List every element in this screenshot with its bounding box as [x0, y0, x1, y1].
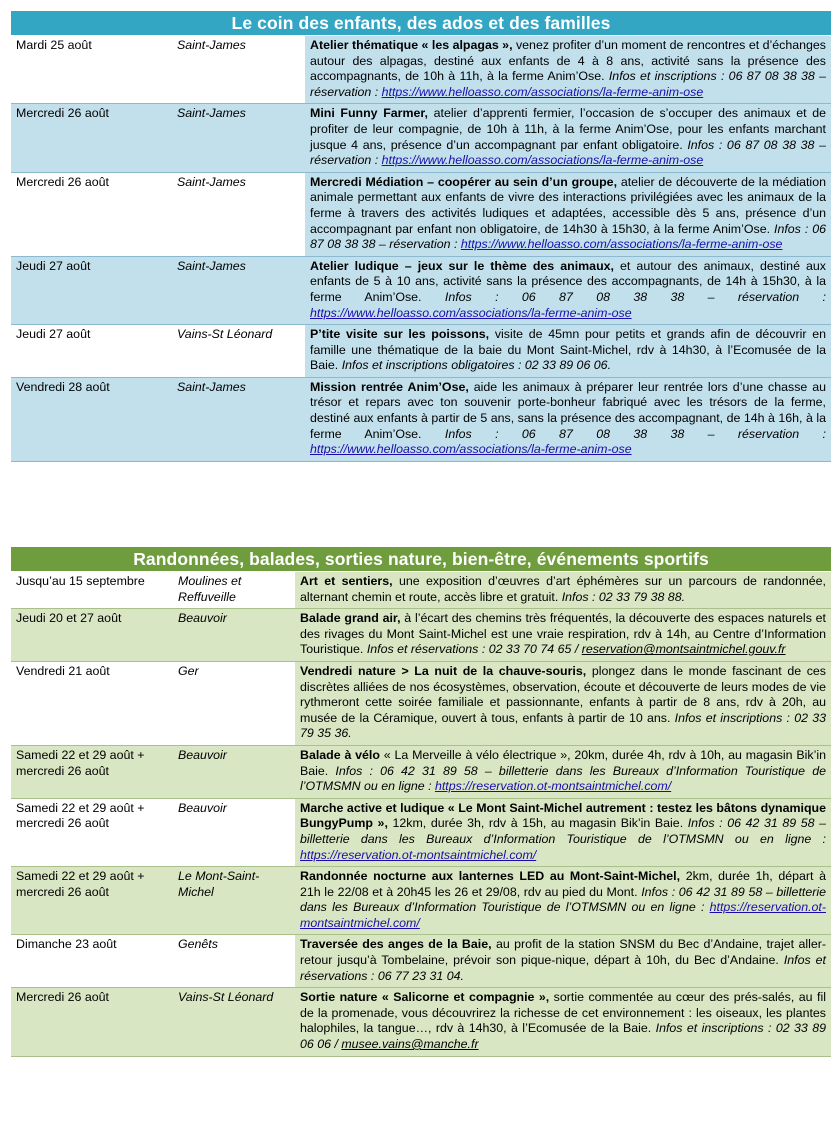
event-row	[11, 935, 831, 988]
event-text: « La Merveille à vélo électrique », 20km, durée 4h, rdv à 10h, au magasin Bik’in Baie.	[300, 747, 826, 778]
event-title: Randonnée nocturne aux lanternes LED au Mont-Saint-Michel,	[300, 869, 681, 884]
event-description	[305, 36, 831, 104]
event-description	[295, 867, 831, 935]
event-date: Samedi 22 et 29 août + mercredi 26 août	[11, 867, 173, 935]
event-place: Saint-James	[172, 256, 305, 324]
event-place: Beauvoir	[173, 745, 295, 798]
event-date: Jusqu’au 15 septembre	[11, 572, 173, 609]
event-place: Saint-James	[172, 104, 305, 172]
event-description	[295, 745, 831, 798]
event-info: Infos et inscriptions obligatoires : 02 33 89 06 06.	[341, 358, 612, 373]
event-row	[11, 572, 831, 609]
reservation-link[interactable]: https://reservation.ot-montsaintmichel.com/	[434, 779, 672, 794]
event-place: Beauvoir	[173, 609, 295, 662]
nature-section-header: Randonnées, balades, sorties nature, bien-être, événements sportifs	[11, 547, 831, 571]
reservation-link[interactable]: https://reservation.ot-montsaintmichel.com/	[300, 900, 826, 930]
event-row	[11, 988, 831, 1056]
event-place: Beauvoir	[173, 798, 295, 866]
event-info: Infos : 06 42 31 89 58 – billetterie dans les Bureaux d’Information Touristique de l’OTMSMN ou en ligne :	[300, 816, 826, 846]
event-title: Atelier thématique « les alpagas »,	[310, 38, 513, 52]
event-text: au profit de la station SNSM du Bec d’Andaine, trajet aller-retour jusqu’à Tombelaine, prévoir son pique-nique, départ à 10h, du Bec d’Andaine.	[300, 937, 826, 968]
event-title: Vendredi nature > La nuit de la chauve-souris,	[300, 663, 587, 678]
event-info: Infos et réservations : 06 77 23 31 04.	[300, 953, 827, 983]
event-place: Saint-James	[172, 172, 305, 256]
event-date: Vendredi 28 août	[11, 377, 172, 461]
event-date: Jeudi 27 août	[11, 325, 172, 378]
event-info: Infos et inscriptions : 02 33 89 06 06 /	[300, 1021, 827, 1052]
event-description	[295, 798, 831, 866]
event-place: Saint-James	[172, 377, 305, 461]
event-row	[11, 377, 831, 461]
event-row	[11, 867, 831, 935]
event-info: Infos : 06 87 08 38 38 – réservation :	[310, 137, 826, 168]
event-description	[305, 377, 831, 461]
event-date: Samedi 22 et 29 août + mercredi 26 août	[11, 745, 173, 798]
kids-events-table	[11, 35, 831, 462]
event-text: atelier de découverte de la médiation animale permettant aux enfants de vivre des interactions privilégiées avec les animaux de la ferme à travers des activités ludiques et adaptées, accessible dès 5 ans, présence d’un accompagnant par enfant non obligatoire, de 14h30 à 15h30, à la ferme Anim’Ose.	[310, 174, 826, 236]
event-title: Atelier ludique – jeux sur le thème des animaux,	[310, 258, 614, 273]
event-row	[11, 325, 831, 378]
event-description	[295, 609, 831, 662]
event-row	[11, 256, 831, 324]
event-title: Mission rentrée Anim’Ose,	[310, 379, 469, 394]
event-date: Jeudi 20 et 27 août	[11, 609, 173, 662]
event-title: Mercredi Médiation – coopérer au sein d’un groupe,	[310, 174, 618, 189]
event-text: visite de 45mn pour petits et grands afin de découvrir en famille une thématique de la baie du Mont Saint-Michel, rdv à 14h30, à l’Ecomusée de la Baie.	[310, 327, 826, 373]
event-date: Samedi 22 et 29 août + mercredi 26 août	[11, 798, 173, 866]
event-info: Infos : 06 87 08 38 38 – réservation :	[444, 426, 826, 441]
event-description	[295, 988, 831, 1056]
event-title: Marche active et ludique « Le Mont Saint-Michel autrement : testez les bâtons dynamique BungyPump »,	[300, 800, 826, 831]
event-place: Ger	[173, 661, 295, 745]
reservation-link[interactable]: https://www.helloasso.com/associations/la-ferme-anim-ose	[310, 442, 632, 457]
event-description	[305, 325, 831, 378]
event-place: Moulines et Reffuveille	[173, 572, 295, 609]
event-date: Mardi 25 août	[11, 36, 172, 104]
kids-section-header: Le coin des enfants, des ados et des familles	[11, 11, 831, 35]
nature-events-table	[11, 571, 831, 1057]
event-row	[11, 172, 831, 256]
event-title: Balade grand air,	[300, 611, 401, 626]
event-title: Mini Funny Farmer,	[310, 106, 428, 121]
event-date: Jeudi 27 août	[11, 256, 172, 324]
reservation-link[interactable]: https://reservation.ot-montsaintmichel.com/	[300, 847, 537, 862]
reservation-link[interactable]: https://www.helloasso.com/associations/la-ferme-anim-ose	[460, 237, 783, 252]
event-date: Dimanche 23 août	[11, 935, 173, 988]
event-text: à l’écart des chemins très fréquentés, la découverte des espaces naturels et des rivages du Mont Saint-Michel est une vraie respiration, rdv à 14h, au Centre d’Information Touristique.	[300, 611, 826, 657]
reservation-link[interactable]: https://www.helloasso.com/associations/la-ferme-anim-ose	[381, 153, 704, 168]
kids-section	[11, 11, 831, 462]
event-text: sortie commentée au cœur des prés-salés, au fil de la promenade, vous découvrirez la richesse de cet environnement : les oiseaux, les plantes halophiles, la tangue…, rdv à 14h30, à l’Ecomusée de la Baie.	[300, 990, 826, 1036]
event-place: Le Mont-Saint-Michel	[173, 867, 295, 935]
event-place: Genêts	[173, 935, 295, 988]
event-text: atelier d’apprenti fermier, l’occasion de s’occuper des animaux et de profiter de leur compagnie, de 10h à 11h, à la ferme Anim’Ose, pour les enfants marchant jusque 4 ans, présence d’un accompagnant par enfant obligatoire.	[310, 106, 826, 152]
event-info: Infos : 06 42 31 89 58 – billetterie dans les Bureaux d’Information Touristique de l’OTMSMN ou en ligne :	[300, 763, 827, 794]
event-row	[11, 104, 831, 172]
event-place: Vains-St Léonard	[173, 988, 295, 1056]
event-description	[295, 572, 831, 609]
event-text: venez profiter d’un moment de rencontres et d’échanges autour des alpagas, destiné aux enfants de 4 à 8 ans, activité sans la présence des accompagnants, de 10h à 11h, à la ferme Anim’Ose.	[310, 38, 826, 84]
event-title: Art et sentiers,	[300, 574, 393, 588]
event-info: Infos : 02 33 79 38 88.	[561, 589, 686, 604]
event-text: une exposition d’œuvres d’art éphémères sur un parcours de randonnée, alternant chemin et route, accès libre et gratuit.	[300, 574, 827, 604]
event-text: et autour des animaux, destiné aux enfants de 5 à 10 ans, activité sans la présence des accompagnants, de 14h à 15h30, à la ferme Anim’Ose.	[310, 258, 826, 304]
event-title: Sortie nature « Salicorne et compagnie »,	[300, 990, 550, 1005]
event-description	[305, 256, 831, 324]
event-title: Balade à vélo	[300, 747, 380, 762]
event-title: P’tite visite sur les poissons,	[310, 327, 490, 342]
event-info: Infos et réservations : 02 33 70 74 65 /	[366, 642, 582, 657]
event-row	[11, 798, 831, 866]
event-info: Infos et inscriptions : 06 87 08 38 38 – réservation :	[310, 69, 826, 99]
event-place: Vains-St Léonard	[172, 325, 305, 378]
event-description	[305, 104, 831, 172]
event-row	[11, 661, 831, 745]
event-description	[305, 172, 831, 256]
event-row	[11, 609, 831, 662]
email-link[interactable]: reservation@montsaintmichel.gouv.fr	[581, 642, 786, 657]
reservation-link[interactable]: https://www.helloasso.com/associations/la-ferme-anim-ose	[310, 305, 632, 320]
event-date: Mercredi 26 août	[11, 988, 173, 1056]
event-date: Vendredi 21 août	[11, 661, 173, 745]
event-info: Infos : 06 87 08 38 38 – réservation :	[310, 221, 826, 252]
event-text: 12km, durée 3h, rdv à 15h, au magasin Bik’in Baie.	[387, 816, 688, 831]
event-info: Infos : 06 87 08 38 38 – réservation :	[444, 289, 826, 304]
event-row	[11, 36, 831, 104]
event-text: 2km, durée 1h, départ à 21h le 22/08 et à 20h45 les 26 et 29/08, rdv au pied du Mont.	[300, 869, 826, 899]
event-info: Infos : 06 42 31 89 58 – billetterie dans les Bureaux d’Information Touristique de l’OTMSMN ou en ligne :	[300, 884, 826, 915]
nature-section	[11, 547, 831, 1057]
event-info: Infos et inscriptions : 02 33 79 35 36.	[300, 710, 826, 741]
event-place: Saint-James	[172, 36, 305, 104]
event-date: Mercredi 26 août	[11, 104, 172, 172]
reservation-link[interactable]: https://www.helloasso.com/associations/la-ferme-anim-ose	[381, 84, 704, 99]
event-title: Traversée des anges de la Baie,	[300, 937, 492, 952]
event-date: Mercredi 26 août	[11, 172, 172, 256]
event-description	[295, 935, 831, 988]
event-text: plongez dans le monde fascinant de ces discrètes alliées de nos écosystèmes, observation, écoute et découverte de leurs modes de vie rythmeront cette soirée familiale et passionnante, enfants à partir de 8 ans, rdv à 20h, au musée de la Céramique, ouvert à tous, enfants à partir de 10 ans.	[300, 663, 827, 725]
email-link[interactable]: musee.vains@manche.fr	[341, 1037, 479, 1052]
event-row	[11, 745, 831, 798]
event-text: aide les animaux à préparer leur rentrée lors d’une chasse au trésor et repars avec ton souvenir porte-bonheur fabriqué avec les trésors de la ferme, destiné aux enfants à partir de 5 ans, sans la présence des accompagnant, de 14h à 16h, à la ferme Anim’Ose.	[310, 379, 826, 441]
event-description	[295, 661, 831, 745]
